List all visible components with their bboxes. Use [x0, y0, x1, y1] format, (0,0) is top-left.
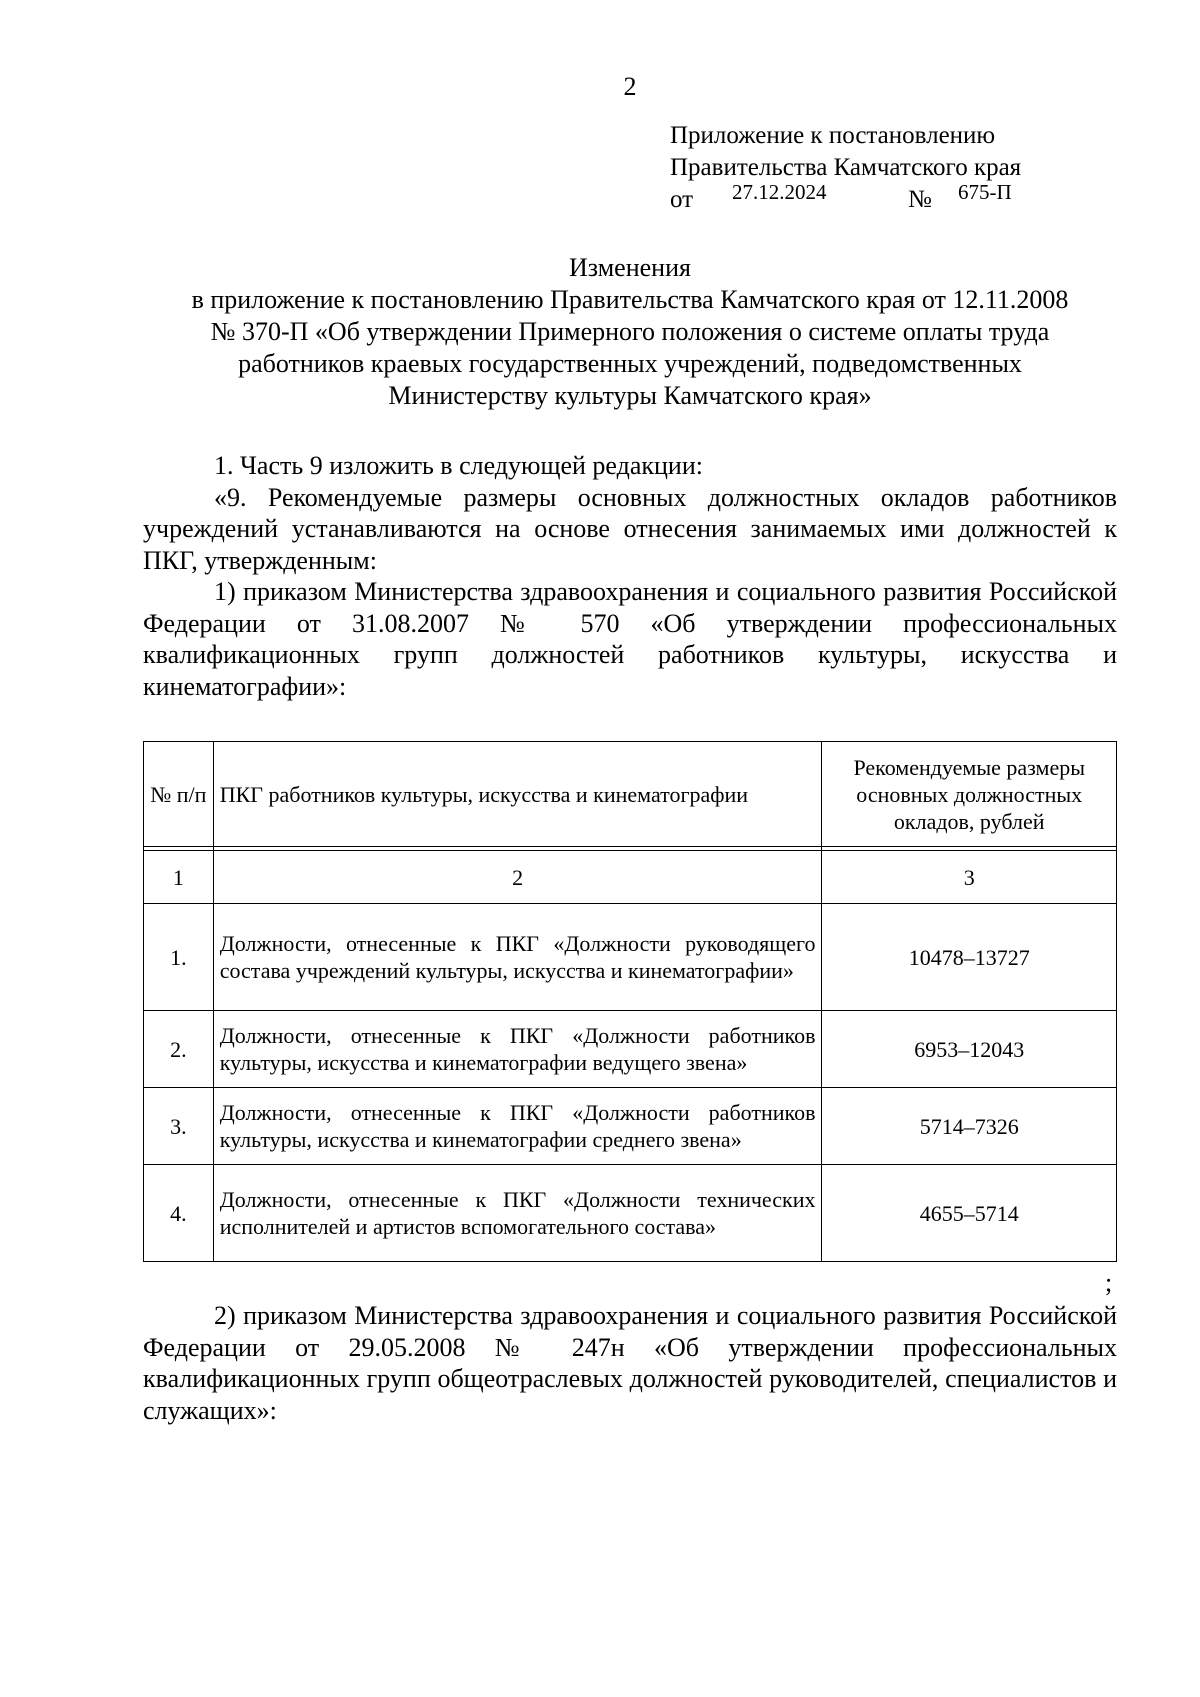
title-line-5: Министерству культуры Камчатского края» [388, 381, 872, 410]
pkg-table-wrap [143, 741, 1117, 1262]
index-cell: 1 [144, 851, 214, 904]
table-row [144, 1011, 1117, 1088]
table-row [144, 1088, 1117, 1165]
intro-paragraphs [143, 450, 1117, 702]
row-num: 4. [144, 1165, 214, 1262]
appendix-date: 27.12.2024 [732, 180, 827, 204]
header-value: Рекомендуемые размеры основных должностных окладов, рублей [822, 742, 1117, 847]
row-name: Должности, отнесенные к ПКГ «Должности работников культуры, искусства и кинематографии среднего звена» [213, 1088, 822, 1165]
appendix-line-2: Правительства Камчатского края [670, 154, 1022, 181]
appendix-date-line [670, 180, 1021, 216]
appendix-number: 675-П [958, 180, 1012, 204]
page-number: 2 [623, 72, 637, 101]
row-num: 2. [144, 1011, 214, 1088]
row-name: Должности, отнесенные к ПКГ «Должности работников культуры, искусства и кинематографии ведущего звена» [213, 1011, 822, 1088]
title-line-3: № 370-П «Об утверждении Примерного положения о системе оплаты труда [210, 317, 1050, 346]
appendix-line-1: Приложение к постановлению [670, 122, 996, 149]
document-title [140, 252, 1120, 412]
row-value: 4655–5714 [822, 1165, 1117, 1262]
paragraph-2: «9. Рекомендуемые размеры основных должностных окладов работников учреждений устанавливаются на основе отнесения занимаемых ими должностей к ПКГ, утвержденным: [143, 482, 1117, 575]
table-end-semicolon: ; [1105, 1268, 1113, 1297]
table-index-row [144, 851, 1117, 904]
table-header-row [144, 742, 1117, 847]
header-num: № п/п [144, 742, 214, 847]
row-value: 10478–13727 [822, 904, 1117, 1011]
index-cell: 2 [213, 851, 822, 904]
closing-paragraphs [143, 1300, 1117, 1426]
title-line-2: в приложение к постановлению Правительства Камчатского края от 12.11.2008 [191, 285, 1069, 314]
paragraph-3: 1) приказом Министерства здравоохранения и социального развития Российской Федерации от 31.08.2007 № 570 «Об утверждении профессиональных квалификационных групп должностей работников культуры, искусства и кинематографии»: [143, 577, 1117, 701]
row-num: 3. [144, 1088, 214, 1165]
row-name: Должности, отнесенные к ПКГ «Должности руководящего состава учреждений культуры, искусства и кинематографии» [213, 904, 822, 1011]
table-row [144, 904, 1117, 1011]
pkg-table [143, 741, 1117, 1262]
index-cell: 3 [822, 851, 1117, 904]
row-value: 5714–7326 [822, 1088, 1117, 1165]
header-name: ПКГ работников культуры, искусства и кинематографии [213, 742, 822, 847]
paragraph-1: 1. Часть 9 изложить в следующей редакции: [214, 451, 703, 480]
title-line-4: работников краевых государственных учреждений, подведомственных [238, 349, 1022, 378]
paragraph-4: 2) приказом Министерства здравоохранения и социального развития Российской Федерации от 29.05.2008 № 247н «Об утверждении профессиональных квалификационных групп общеотраслевых должностей руководителей, специалистов и служащих»: [143, 1301, 1117, 1425]
appendix-header [670, 120, 1021, 216]
appendix-ot-label: от [670, 186, 694, 213]
row-num: 1. [144, 904, 214, 1011]
row-name: Должности, отнесенные к ПКГ «Должности технических исполнителей и артистов вспомогательного состава» [213, 1165, 822, 1262]
row-value: 6953–12043 [822, 1011, 1117, 1088]
title-line-1: Изменения [569, 253, 691, 282]
appendix-number-sign: № [908, 186, 932, 213]
table-row [144, 1165, 1117, 1262]
